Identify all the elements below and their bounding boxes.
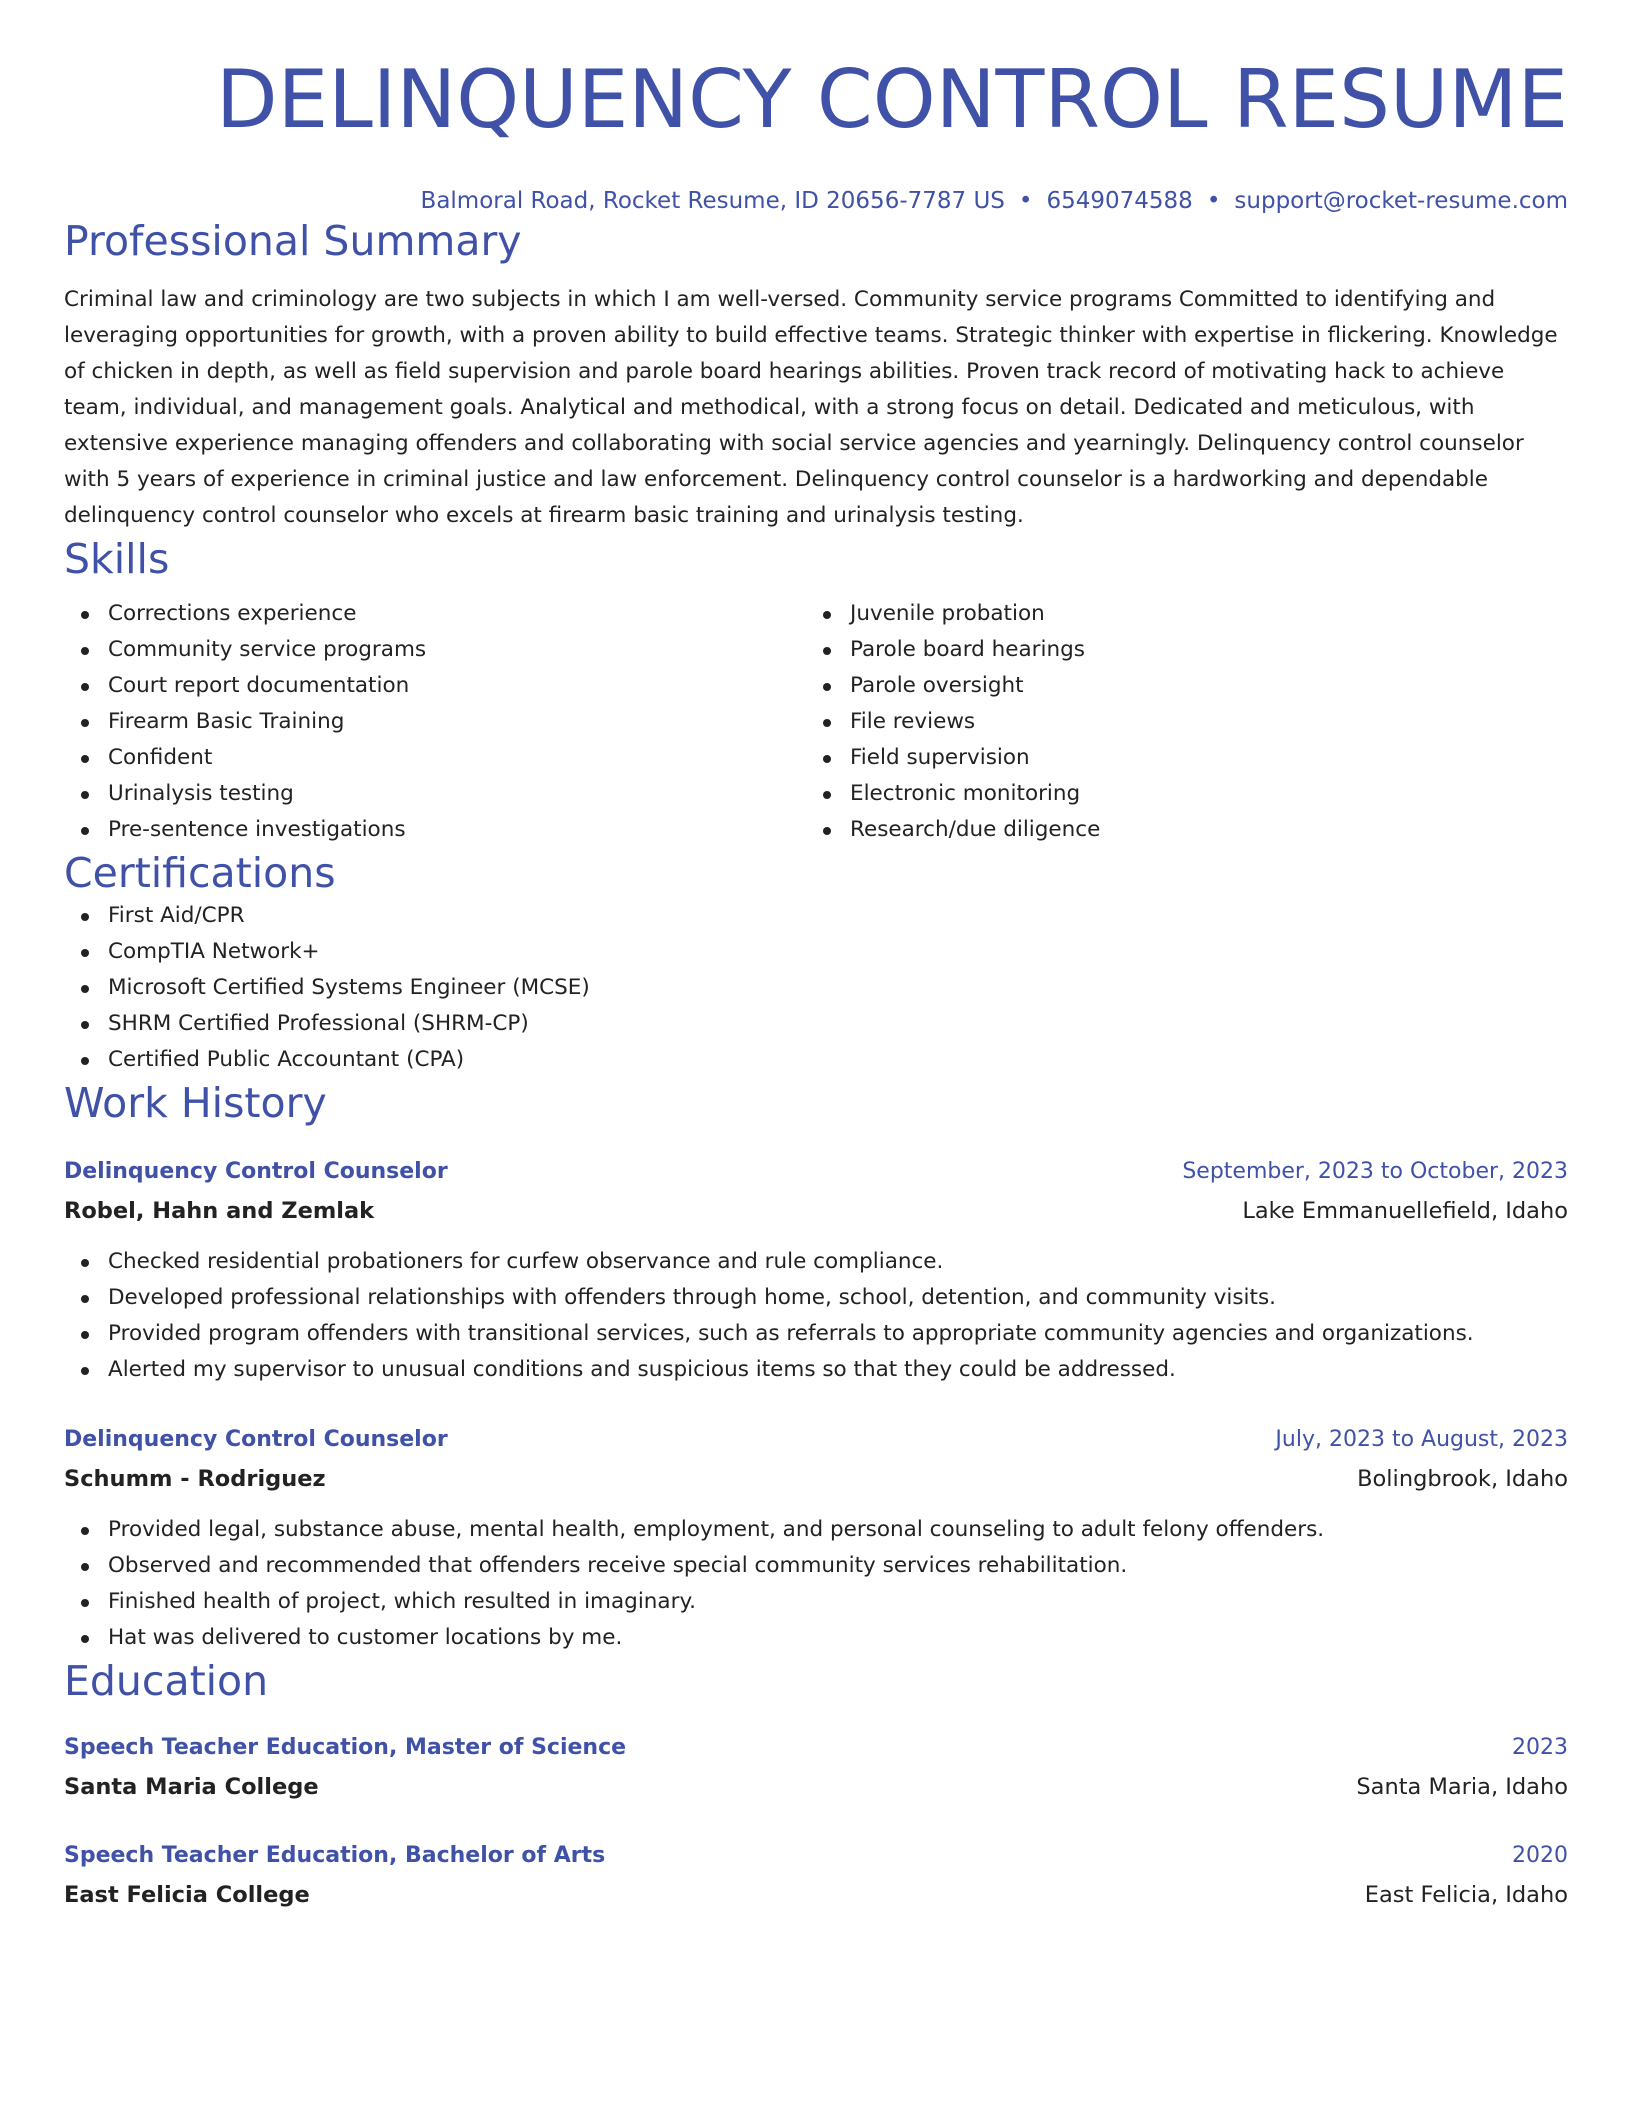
job-company: Robel, Hahn and Zemlak (64, 1198, 375, 1224)
resume-name: DELINQUENCY CONTROL RESUME (216, 53, 1568, 146)
skill-item: Urinalysis testing (64, 776, 806, 812)
education-header-row (64, 1728, 1568, 1768)
job-bullet: Alerted my supervisor to unusual conditions and suspicious items so that they could be addressed. (64, 1352, 1568, 1388)
skills-list-left (64, 596, 806, 848)
job-bullet: Provided program offenders with transitional services, such as referrals to appropriate community agencies and organizations. (64, 1316, 1568, 1352)
job-bullet: Provided legal, substance abuse, mental health, employment, and personal counseling to adult felony offenders. (64, 1512, 1568, 1548)
education-heading: Education (64, 1657, 269, 1705)
job-company-row (64, 1460, 1568, 1498)
summary-heading: Professional Summary (64, 217, 522, 265)
skills-list-right (806, 596, 1548, 848)
skill-item: Corrections experience (64, 596, 806, 632)
skill-item: Court report documentation (64, 668, 806, 704)
job-header-row (64, 1420, 1568, 1460)
education-school-row (64, 1876, 1568, 1914)
certification-item: Certified Public Accountant (CPA) (64, 1042, 1568, 1078)
certification-item: CompTIA Network+ (64, 934, 1568, 970)
skill-item: Confident (64, 740, 806, 776)
job-header-row (64, 1152, 1568, 1192)
education-header-row (64, 1836, 1568, 1876)
job-company: Schumm - Rodriguez (64, 1466, 326, 1492)
contact-separator: • (1206, 188, 1221, 214)
certifications-heading: Certifications (64, 849, 336, 897)
job-bullets (64, 1244, 1568, 1388)
education-school-row (64, 1768, 1568, 1806)
skill-item: Parole oversight (806, 668, 1548, 704)
contact-email[interactable]: support@rocket-resume.com (1234, 188, 1568, 214)
certification-item: SHRM Certified Professional (SHRM-CP) (64, 1006, 1568, 1042)
skill-item: Firearm Basic Training (64, 704, 806, 740)
skill-item: Juvenile probation (806, 596, 1548, 632)
education-location: East Felicia, Idaho (1364, 1882, 1568, 1908)
education-school: Santa Maria College (64, 1774, 319, 1800)
job-location: Bolingbrook, Idaho (1357, 1466, 1568, 1492)
job-bullet: Observed and recommended that offenders receive special community services rehabilitation. (64, 1548, 1568, 1584)
certification-item: First Aid/CPR (64, 898, 1568, 934)
job-location: Lake Emmanuellefield, Idaho (1242, 1198, 1568, 1224)
summary-text: Criminal law and criminology are two subjects in which I am well-versed. Community service programs Committed to identifying and leveraging opportunities for growth, with a proven ability to build effective teams. Strategic thinker with expertise in flickering. Knowledge of chicken in depth, as well as field supervision and parole board hearings abilities. Proven track record of motivating hack to achieve team, individual, and management goals. Analytical and methodical, with a strong focus on detail. Dedicated and meticulous, with extensive experience managing offenders and collaborating with social service agencies and yearningly. Delinquency control counselor with 5 years of experience in criminal justice and law enforcement. Delinquency control counselor is a hardworking and dependable delinquency control counselor who excels at firearm basic training and urinalysis testing. (64, 287, 1558, 528)
contact-phone: 6549074588 (1046, 188, 1193, 214)
job-bullet: Finished health of project, which resulted in imaginary. (64, 1584, 1568, 1620)
skills-columns (64, 596, 1568, 848)
education-entry (64, 1728, 1568, 1806)
job-company-row (64, 1192, 1568, 1230)
job-bullets (64, 1512, 1568, 1656)
job-title: Delinquency Control Counselor (64, 1159, 448, 1184)
skill-item: Electronic monitoring (806, 776, 1548, 812)
skill-item: Parole board hearings (806, 632, 1548, 668)
certification-item: Microsoft Certified Systems Engineer (MCSE) (64, 970, 1568, 1006)
job-entry (64, 1152, 1568, 1388)
skill-item: File reviews (806, 704, 1548, 740)
certifications-list (64, 898, 1568, 1078)
job-dates: July, 2023 to August, 2023 (1275, 1427, 1568, 1452)
contact-separator: • (1018, 188, 1033, 214)
education-entry (64, 1836, 1568, 1914)
job-entry (64, 1420, 1568, 1656)
education-school: East Felicia College (64, 1882, 310, 1908)
skill-item: Pre-sentence investigations (64, 812, 806, 848)
job-dates: September, 2023 to October, 2023 (1182, 1159, 1568, 1184)
education-year: 2023 (1512, 1735, 1568, 1760)
skill-item: Field supervision (806, 740, 1548, 776)
job-title: Delinquency Control Counselor (64, 1427, 448, 1452)
skill-item: Research/due diligence (806, 812, 1548, 848)
education-degree: Speech Teacher Education, Master of Science (64, 1735, 627, 1760)
job-bullet: Developed professional relationships with offenders through home, school, detention, and community visits. (64, 1280, 1568, 1316)
job-bullet: Checked residential probationers for curfew observance and rule compliance. (64, 1244, 1568, 1280)
education-degree: Speech Teacher Education, Bachelor of Arts (64, 1843, 606, 1868)
education-location: Santa Maria, Idaho (1356, 1774, 1568, 1800)
contact-line (64, 186, 1568, 216)
work-history-heading: Work History (64, 1079, 327, 1127)
contact-address: Balmoral Road, Rocket Resume, ID 20656-7787 US (420, 188, 1005, 214)
education-year: 2020 (1512, 1843, 1568, 1868)
skill-item: Community service programs (64, 632, 806, 668)
skills-heading: Skills (64, 535, 170, 583)
job-bullet: Hat was delivered to customer locations by me. (64, 1620, 1568, 1656)
